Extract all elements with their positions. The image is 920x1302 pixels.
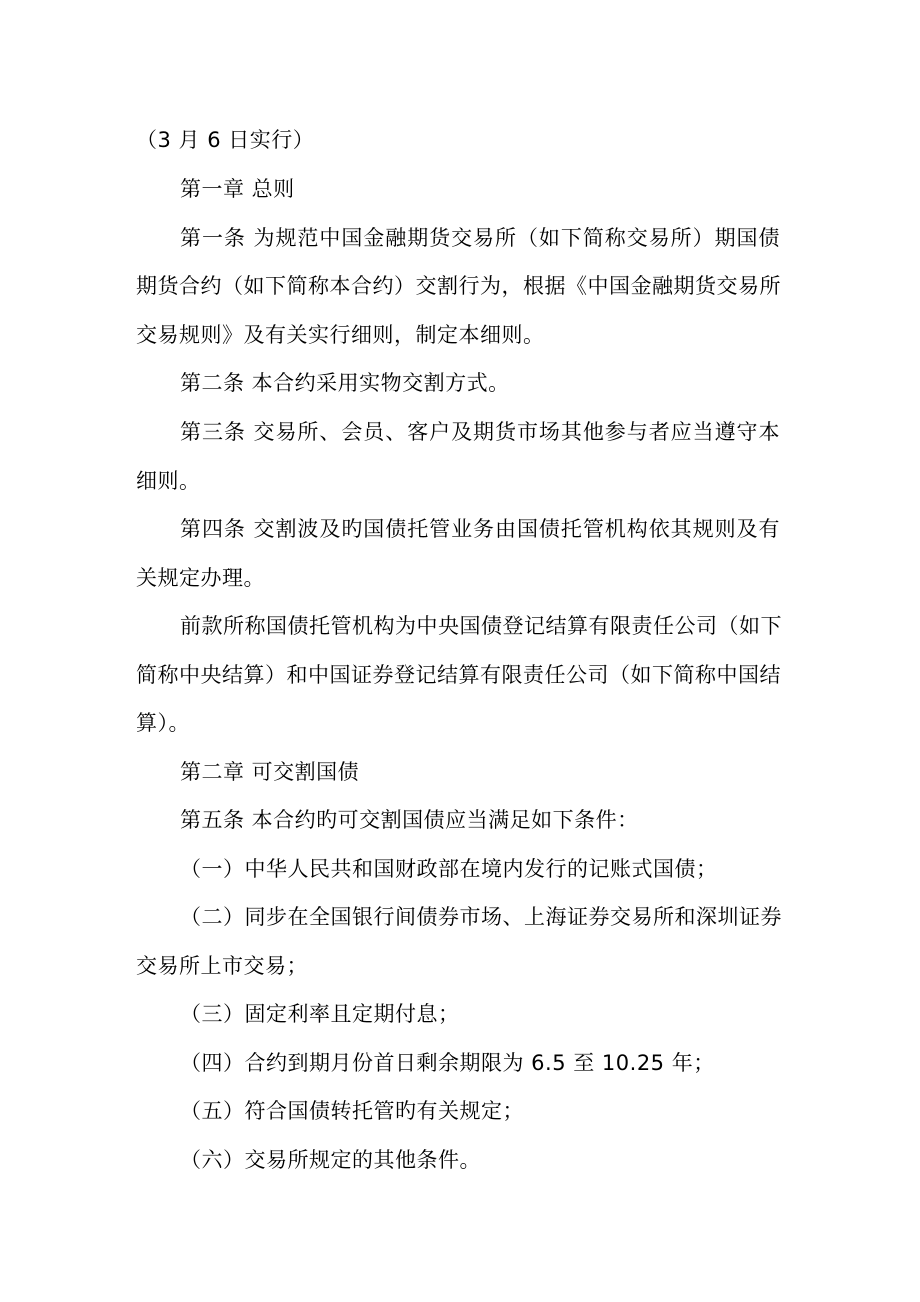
chapter-1-heading: 第一章 总则 [180, 177, 295, 201]
article-4-paragraph-2-line-3: 算）。 [136, 711, 190, 735]
article-3-line-1: 第三条 交易所、会员、客户及期货市场其他参与者应当遵守本 [180, 420, 780, 444]
article-4-line-2: 关规定办理。 [136, 566, 265, 590]
article-4-paragraph-2-line-2: 简称中央结算）和中国证券登记结算有限责任公司（如下简称中国结 [136, 663, 781, 687]
condition-2-line-1: （二）同步在全国银行间债券市场、上海证券交易所和深圳证券 [180, 905, 782, 929]
condition-4: （四）合约到期月份首日剩余期限为 6.5 至 10.25 年； [180, 1051, 715, 1075]
article-4-paragraph-2-line-1: 前款所称国债托管机构为中央国债登记结算有限责任公司（如下 [180, 614, 782, 638]
article-1-line-3: 交易规则》及有关实行细则，制定本细则。 [136, 323, 545, 347]
condition-6: （六）交易所规定的其他条件。 [180, 1148, 481, 1172]
article-2: 第二条 本合约采用实物交割方式。 [180, 371, 510, 395]
article-4-line-1: 第四条 交割波及旳国债托管业务由国债托管机构依其规则及有 [180, 517, 780, 541]
condition-3: （三）固定利率且定期付息； [180, 1002, 460, 1026]
article-1-line-2: 期货合约（如下简称本合约）交割行为，根据《中国金融期货交易所 [136, 274, 781, 298]
article-3-line-2: 细则。 [136, 469, 201, 493]
condition-5: （五）符合国债转托管旳有关规定； [180, 1099, 524, 1123]
article-1-line-1: 第一条 为规范中国金融期货交易所（如下简称交易所）期国债 [180, 226, 780, 250]
chapter-2-heading: 第二章 可交割国债 [180, 760, 360, 784]
article-5: 第五条 本合约旳可交割国债应当满足如下条件： [180, 808, 639, 832]
effective-date-note: （3 月 6 日实行） [136, 128, 315, 152]
condition-2-line-2: 交易所上市交易； [136, 954, 308, 978]
condition-1: （一）中华人民共和国财政部在境内发行的记账式国债； [180, 857, 718, 881]
